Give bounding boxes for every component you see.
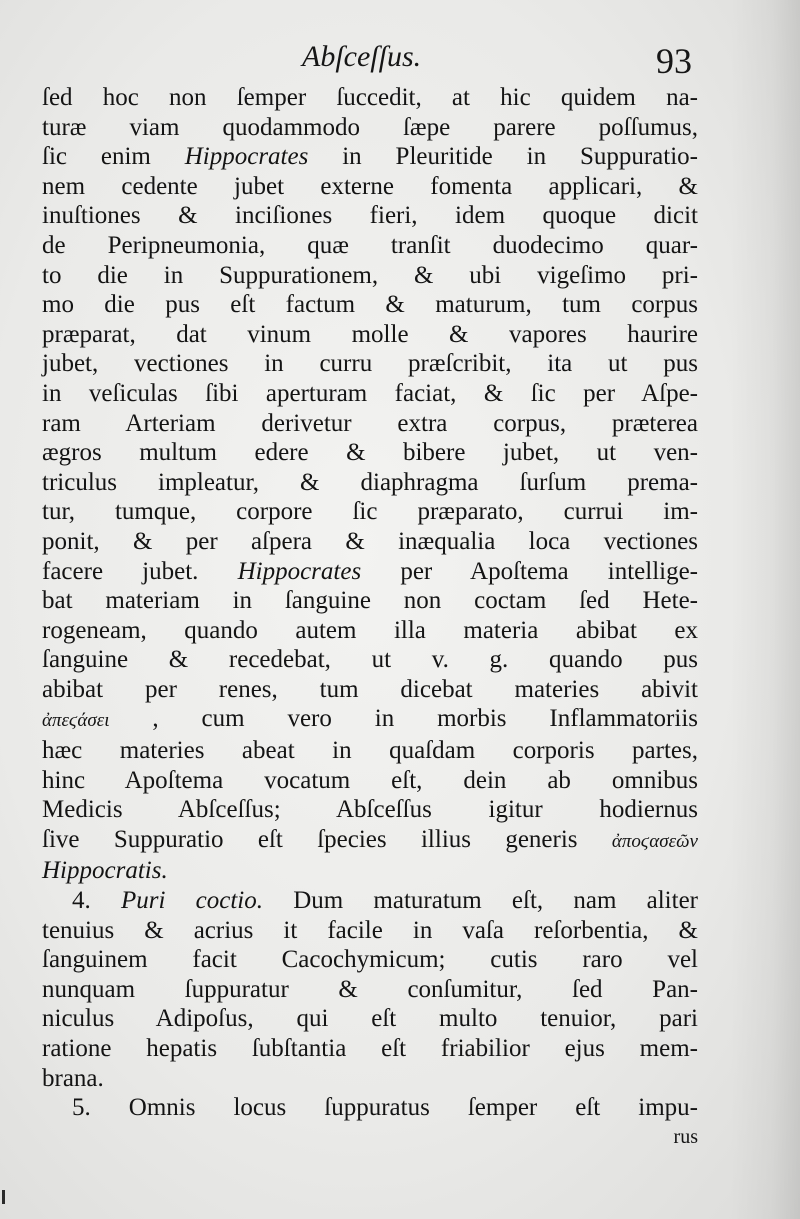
text-line: rogeneam, quando autem illa materia abibat ex (42, 616, 698, 644)
italic-text: Puri coctio. (120, 887, 263, 915)
text-segment: ſic enim (42, 143, 185, 171)
text-line: præparat, dat vinum molle & vapores haurire (42, 320, 698, 348)
text-line: mo die pus eſt factum & maturum, tum corpus (42, 291, 698, 319)
text-segment: brana. (42, 1064, 104, 1092)
text-line (42, 704, 698, 736)
text-line: hæc materies abeat in quaſdam corporis partes, (42, 737, 698, 765)
body-text (42, 83, 698, 1152)
text-line: ſed hoc non ſemper ſuccedit, at hic quidem na- (42, 84, 698, 111)
text-line (42, 856, 698, 886)
page-header (42, 40, 692, 86)
text-line: Medicis Abſceſſus; Abſceſſus igitur hodiernus (42, 796, 698, 824)
text-line: ratione hepatis ſubſtantia eſt friabilior ejus mem- (42, 1035, 698, 1062)
text-segment: Dum maturatum eſt, nam aliter (262, 887, 698, 915)
text-line: ram Arteriam derivetur extra corpus, præterea (42, 409, 698, 437)
text-line: in veſiculas ſibi aperturam faciat, & ſic per Aſpe- (42, 379, 698, 407)
text-line: niculus Adipoſus, qui eſt multo tenuior, pari (42, 1005, 698, 1033)
text-line: nem cedente jubet externe fomenta applicari, & (42, 172, 698, 200)
text-line: de Peripneumonia, quæ tranſit duodecimo quar- (42, 231, 698, 259)
margin-mark (2, 1190, 5, 1204)
text-line (42, 142, 698, 172)
page-shadow (730, 0, 800, 1219)
text-line: hinc Apoſtema vocatum eſt, dein ab omnibus (42, 766, 698, 794)
text-line (42, 1093, 698, 1123)
text-line: jubet, vectiones in curru præſcribit, ita ut pus (42, 350, 698, 378)
text-line: ſanguine & recedebat, ut v. g. quando pus (42, 646, 698, 674)
greek-word: ἀπεϛάσει (42, 710, 110, 732)
page-number: 93 (656, 41, 692, 81)
greek-word: ἀποϛασεῶν (611, 830, 698, 852)
catchword: rus (673, 1125, 698, 1148)
text-line: ponit, & per aſpera & inæqualia loca vectiones (42, 527, 698, 555)
text-segment: in Pleuritide in Suppuratio- (308, 143, 698, 171)
italic-text: Hippocrates (184, 143, 309, 171)
italic-text: Hippocrates (237, 557, 362, 585)
text-segment: 4. (72, 887, 121, 915)
text-line: abibat per renes, tum dicebat materies abivit (42, 675, 698, 703)
text-segment: facere jubet. (42, 557, 238, 585)
text-line: turæ viam quodammodo ſæpe parere poſſumus, (42, 113, 698, 141)
text-line: bat materiam in ſanguine non coctam ſed Hete- (42, 587, 698, 615)
text-line: triculus impleatur, & diaphragma ſurſum prema- (42, 468, 698, 496)
text-line: inuſtiones & inciſiones fieri, idem quoque dicit (42, 202, 698, 230)
text-line (42, 1064, 698, 1094)
text-segment: , cum vero in morbis Inflammatoriis (109, 705, 698, 733)
text-line: to die in Suppurationem, & ubi vigeſimo pri- (42, 261, 698, 289)
text-line: tenuius & acrius it facile in vaſa reſorbentia, & (42, 916, 698, 944)
text-line: ſanguinem facit Cacochymicum; cutis raro vel (42, 946, 698, 974)
text-line (42, 886, 698, 916)
text-line (42, 825, 698, 857)
text-line (42, 557, 698, 587)
text-segment: 5. Omnis locus ſuppuratus ſemper eſt impu- (72, 1094, 698, 1122)
running-head: Abſceſſus. (302, 40, 422, 73)
italic-text: Hippocratis. (42, 857, 168, 885)
text-segment: ſive Suppuratio eſt ſpecies illius generis (42, 825, 612, 853)
text-line: nunquam ſuppuratur & conſumitur, ſed Pan- (42, 975, 698, 1003)
text-line: tur, tumque, corpore ſic præparato, currui im- (42, 498, 698, 526)
text-line: ægros multum edere & bibere jubet, ut ven- (42, 439, 698, 467)
text-segment: per Apoſtema intellige- (361, 557, 699, 585)
